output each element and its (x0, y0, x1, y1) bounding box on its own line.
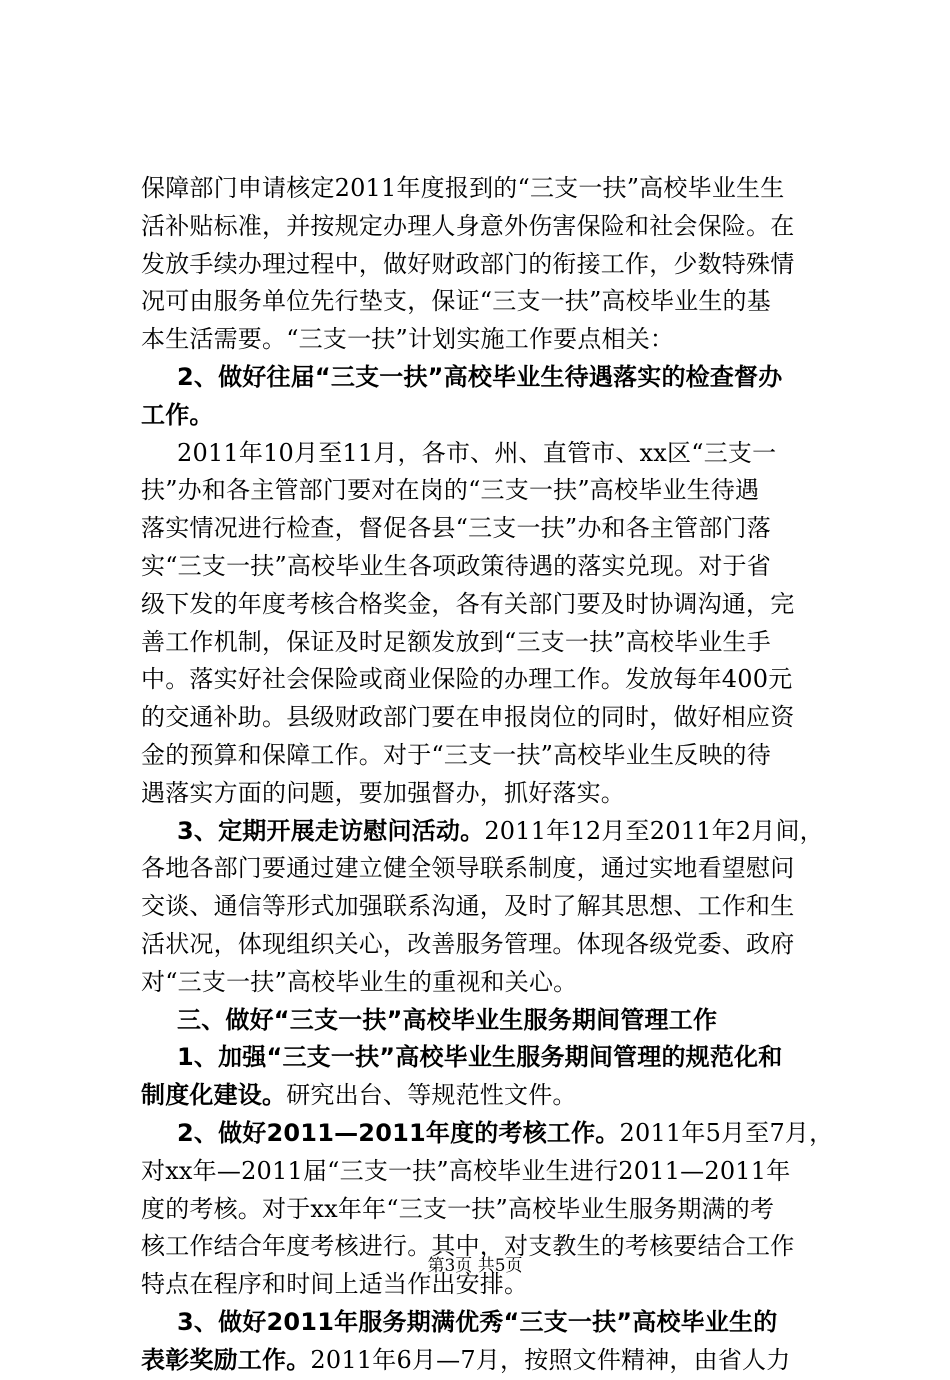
text-line (141, 699, 841, 737)
text-segment: 2011年12月至2011年2月间， (484, 816, 824, 845)
text-segment: 况可由服务单位先行垫支，保证“三支一扶”高校毕业生的基 (141, 287, 771, 316)
text-segment: 2011年6月—7月，按照文件精神，由省人力 (310, 1345, 791, 1374)
text-line (141, 661, 841, 699)
text-line (141, 510, 841, 548)
text-line (141, 397, 841, 435)
text-segment: 本生活需要。“三支一扶”计划实施工作要点相关： (141, 325, 675, 354)
bold-text-segment: 工作。 (141, 400, 214, 429)
text-line (141, 435, 841, 473)
text-line (141, 548, 841, 586)
text-line (141, 1191, 841, 1229)
text-segment: 实“三支一扶”高校毕业生各项政策待遇的落实兑现。对于省 (141, 551, 771, 580)
text-line (141, 1039, 841, 1077)
text-line (141, 850, 841, 888)
text-line (141, 1342, 841, 1380)
text-line (141, 170, 841, 208)
page-footer: 第3页 共5页 (427, 1256, 523, 1276)
text-segment: 对“三支一扶”高校毕业生的重视和关心。 (141, 967, 578, 996)
text-line (141, 321, 841, 359)
text-segment: 的交通补助。县级财政部门要在申报岗位的同时，做好相应资 (141, 703, 795, 732)
text-line (141, 813, 841, 851)
bold-text-segment: 三、做好“三支一扶”高校毕业生服务期间管理工作 (177, 1005, 718, 1034)
text-segment: 活补贴标准，并按规定办理人身意外伤害保险和社会保险。在 (141, 211, 795, 240)
text-segment: 落实情况进行检查，督促各县“三支一扶”办和各主管部门落 (141, 514, 771, 543)
text-line (141, 586, 841, 624)
text-segment: 金的预算和保障工作。对于“三支一扶”高校毕业生反映的待 (141, 740, 771, 769)
text-segment: 2011年10月至11月，各市、州、直管市、xx区“三支一 (177, 438, 777, 467)
text-line (141, 926, 841, 964)
text-line (141, 246, 841, 284)
text-line (141, 964, 841, 1002)
bold-text-segment: 3、做好2011年服务期满优秀“三支一扶”高校毕业生的 (177, 1307, 778, 1336)
bold-text-segment: 1、加强“三支一扶”高校毕业生服务期间管理的规范化和 (177, 1043, 783, 1072)
text-line (141, 283, 841, 321)
text-line (141, 888, 841, 926)
bold-text-segment: 2、做好2011—2011年度的考核工作。 (177, 1118, 620, 1147)
text-line (141, 472, 841, 510)
text-segment: 特点在程序和时间上适当作出安排。 (141, 1270, 529, 1299)
text-segment: 保障部门申请核定2011年度报到的“三支一扶”高校毕业生生 (141, 174, 785, 202)
document-body (141, 170, 841, 1380)
text-line (141, 1304, 841, 1342)
text-segment: 中。落实好社会保险或商业保险的办理工作。发放每年400元 (141, 665, 793, 694)
text-segment: 核工作结合年度考核进行。其中，对支教生的考核要结合工作 (141, 1232, 795, 1261)
text-segment: 善工作机制，保证及时足额发放到“三支一扶”高校毕业生手 (141, 627, 771, 656)
text-segment: 度的考核。对于xx年年“三支一扶”高校毕业生服务期满的考 (141, 1194, 775, 1223)
text-line (141, 1115, 841, 1153)
text-segment: 扶”办和各主管部门要对在岗的“三支一扶”高校毕业生待遇 (141, 476, 760, 505)
text-line (141, 359, 841, 397)
bold-text-segment: 表彰奖励工作。 (141, 1345, 311, 1374)
text-line (141, 1002, 841, 1040)
text-line (141, 1077, 841, 1115)
bold-text-segment: 2、做好往届“三支一扶”高校毕业生待遇落实的检查督办 (177, 362, 783, 391)
text-segment: 级下发的年度考核合格奖金，各有关部门要及时协调沟通，完 (141, 589, 795, 618)
text-line (141, 737, 841, 775)
text-segment: 遇落实方面的问题，要加强督办，抓好落实。 (141, 778, 625, 807)
text-segment: 2011年5月至7月， (619, 1118, 834, 1147)
text-segment: 研究出台、等规范性文件。 (286, 1081, 577, 1110)
text-segment: 对xx年—2011届“三支一扶”高校毕业生进行2011—2011年 (141, 1156, 791, 1185)
text-line (141, 624, 841, 662)
text-line (141, 208, 841, 246)
text-segment: 活状况，体现组织关心，改善服务管理。体现各级党委、政府 (141, 929, 795, 958)
text-segment: 各地各部门要通过建立健全领导联系制度，通过实地看望慰问 (141, 854, 795, 883)
text-line (141, 775, 841, 813)
text-line (141, 1153, 841, 1191)
text-segment: 发放手续办理过程中，做好财政部门的衔接工作，少数特殊情 (141, 249, 795, 278)
text-segment: 交谈、通信等形式加强联系沟通，及时了解其思想、工作和生 (141, 892, 795, 921)
bold-text-segment: 制度化建设。 (141, 1081, 287, 1110)
bold-text-segment: 3、定期开展走访慰问活动。 (177, 816, 485, 845)
